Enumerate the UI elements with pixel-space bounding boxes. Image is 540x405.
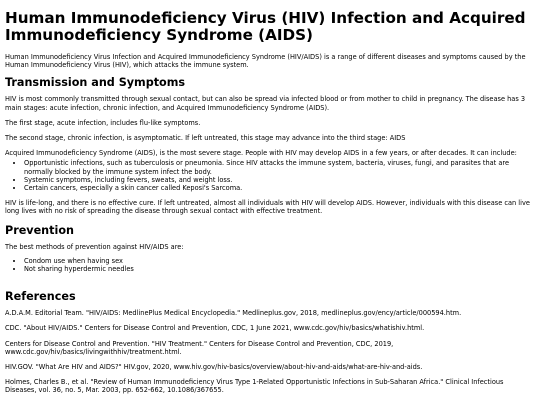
- reference-item: CDC. "About HIV/AIDS." Centers for Disease Control and Prevention, CDC, 1 June 2021, www.cdc.gov/hiv/basics/whatishiv.html.: [5, 324, 425, 333]
- intro-paragraph: Human Immunodeficiency Virus Infection and Acquired Immunodeficiency Syndrome (HIV/AIDS) is a range of different diseases and symptoms caused by the Human Immunodeficiency Virus (HIV), which attacks the immune system.: [5, 53, 526, 70]
- reference-item: Holmes, Charles B., et al. "Review of Human Immunodeficiency Virus Type 1-Related Opportunistic Infections in Sub-Saharan Africa." Clinical Infectious Diseases, vol. 36, no. 5, Mar. 2003, pp. 652-662, 10.1086/367655.: [5, 378, 504, 395]
- prevention-paragraph: The best methods of prevention against HIV/AIDS are:: [5, 242, 184, 251]
- transmission-paragraph-1: HIV is most commonly transmitted through sexual contact, but can also be spread via infected blood or from mother to child in pregnancy. The disease has 3 main stages: acute infection, chronic infection, and Acquired Immunodeficiency Syndrome (AIDS).: [5, 95, 526, 112]
- prevention-heading: Prevention: [5, 223, 74, 237]
- transmission-paragraph-3: The second stage, chronic infection, is asymptomatic. If left untreated, this stage may advance into the third stage: AIDS: [5, 134, 406, 143]
- list-item: • Condom use when having sex: [24, 257, 534, 265]
- transmission-heading: Transmission and Symptoms: [5, 76, 186, 90]
- transmission-paragraph-4: Acquired Immunodeficiency Syndrome (AIDS), is the most severe stage. People with HIV may develop AIDS in a few years, or after decades. It can include:: [5, 149, 517, 158]
- list-item: • Opportunistic infections, such as tuberculosis or pneumonia. Since HIV attacks the immune system, bacteria, viruses, fungi, and parasites that are normally blocked by the immune system infect the body.: [24, 159, 534, 175]
- reference-item: A.D.A.M. Editorial Team. "HIV/AIDS: MedlinePlus Medical Encyclopedia." Medlineplus.gov, 2018, medlineplus.gov/ency/article/000594.htm.: [5, 309, 462, 318]
- page-title: Human Immunodeficiency Virus (HIV) Infection and Acquired Immunodeficiency Syndrome (AIDS): [5, 9, 526, 44]
- references-heading: References: [5, 290, 76, 304]
- list-item: • Not sharing hyperdermic needles: [24, 265, 534, 273]
- list-item: • Certain cancers, especially a skin cancer called Keposi's Sarcoma.: [24, 184, 534, 192]
- transmission-paragraph-2: The first stage, acute infection, includes flu-like symptoms.: [5, 118, 201, 127]
- reference-item: Centers for Disease Control and Prevention. "HIV Treatment." Centers for Disease Control and Prevention, CDC, 2019, www.cdc.gov/hiv/basics/livingwithhiv/treatment.html.: [5, 339, 394, 356]
- reference-item: HIV.GOV. "What Are HIV and AIDS?" HIV.gov, 2020, www.hiv.gov/hiv-basics/overview/about-hiv-and-aids/what-are-hiv-and-aids.: [5, 363, 423, 372]
- aids-symptom-list: [5, 159, 534, 192]
- prevention-list: [5, 257, 534, 273]
- list-item: • Systemic symptoms, including fevers, sweats, and weight loss.: [24, 176, 534, 184]
- transmission-paragraph-5: HIV is life-long, and there is no effective cure. If left untreated, almost all individuals with HIV will develop AIDS. However, individuals with this disease can live long lives with no risk of spreading the disease through sexual contact with effective treatment.: [5, 199, 530, 216]
